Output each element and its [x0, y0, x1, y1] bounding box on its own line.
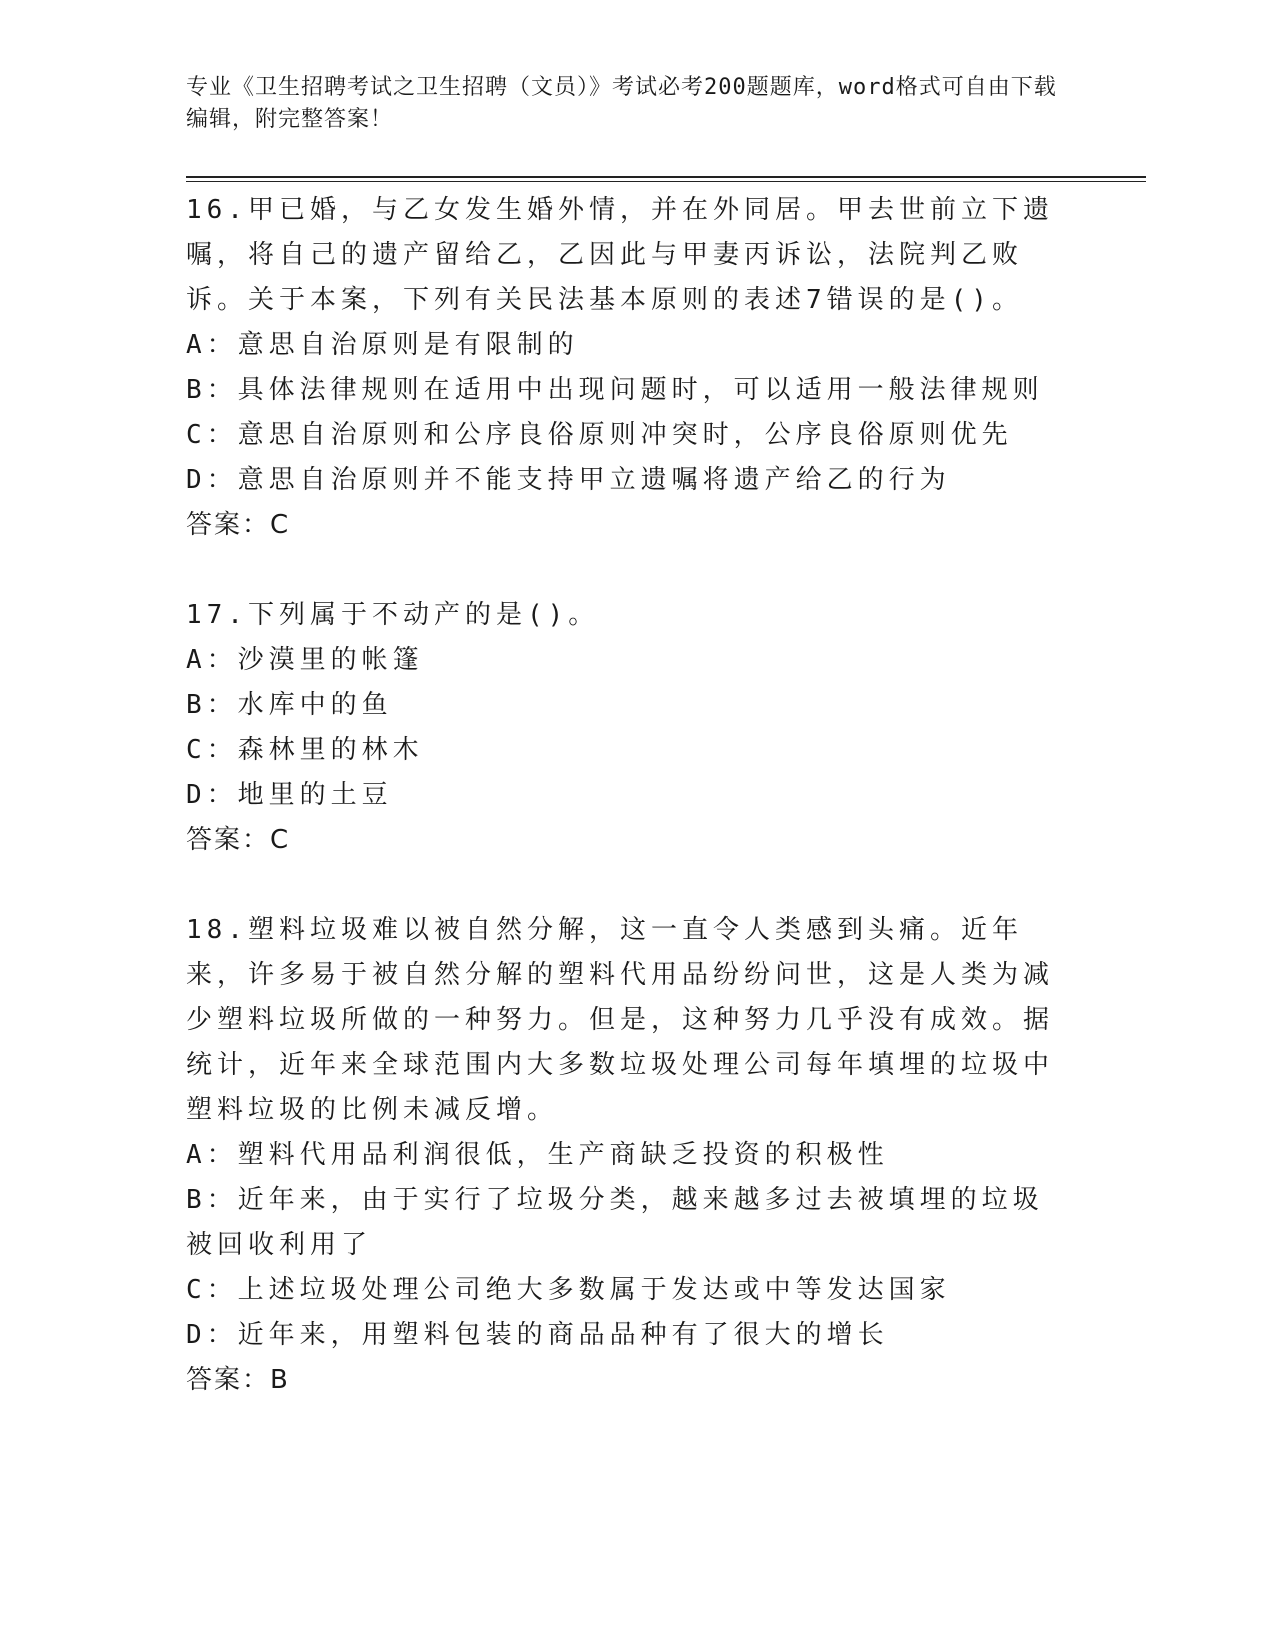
option-a: A：沙漠里的帐篷: [186, 645, 424, 675]
answer: 答案：C: [186, 825, 291, 855]
question-stem: 16.甲已婚，与乙女发生婚外情，并在外同居。甲去世前立下遗嘱，将自己的遗产留给乙，乙因此与甲妻丙诉讼，法院判乙败诉。关于本案，下列有关民法基本原则的表述7错误的是()。: [186, 195, 1054, 315]
header-divider-thin: [186, 181, 1146, 182]
question-list: [186, 188, 1066, 1403]
document-header: 专业《卫生招聘考试之卫生招聘（文员）》考试必考200题题库，word格式可自由下载编辑，附完整答案！: [186, 75, 1057, 132]
option-a: A：意思自治原则是有限制的: [186, 330, 579, 360]
option-a: A：塑料代用品利润很低，生产商缺乏投资的积极性: [186, 1140, 889, 1170]
header-divider-thick: [186, 176, 1146, 178]
spacer: [186, 548, 1066, 593]
question-17: [186, 593, 1066, 863]
option-d: D：意思自治原则并不能支持甲立遗嘱将遗产给乙的行为: [186, 465, 951, 495]
question-stem: 18.塑料垃圾难以被自然分解，这一直令人类感到头痛。近年来，许多易于被自然分解的塑料代用品纷纷问世，这是人类为减少塑料垃圾所做的一种努力。但是，这种努力几乎没有成效。据统计，近年来全球范围内大多数垃圾处理公司每年填埋的垃圾中塑料垃圾的比例未减反增。: [186, 915, 1055, 1125]
question-18: [186, 908, 1066, 1403]
answer: 答案：B: [186, 1365, 290, 1395]
option-d: D：近年来，用塑料包装的商品品种有了很大的增长: [186, 1320, 889, 1350]
option-b: B：具体法律规则在适用中出现问题时，可以适用一般法律规则: [186, 375, 1044, 405]
option-b: B：近年来，由于实行了垃圾分类，越来越多过去被填埋的垃圾被回收利用了: [186, 1185, 1044, 1260]
option-c: C：森林里的林木: [186, 735, 424, 765]
option-c: C：上述垃圾处理公司绝大多数属于发达或中等发达国家: [186, 1275, 951, 1305]
option-d: D：地里的土豆: [186, 780, 393, 810]
answer: 答案：C: [186, 510, 291, 540]
question-stem: 17.下列属于不动产的是()。: [186, 600, 600, 630]
option-b: B：水库中的鱼: [186, 690, 393, 720]
question-16: [186, 188, 1066, 548]
spacer: [186, 863, 1066, 908]
option-c: C：意思自治原则和公序良俗原则冲突时，公序良俗原则优先: [186, 420, 1013, 450]
